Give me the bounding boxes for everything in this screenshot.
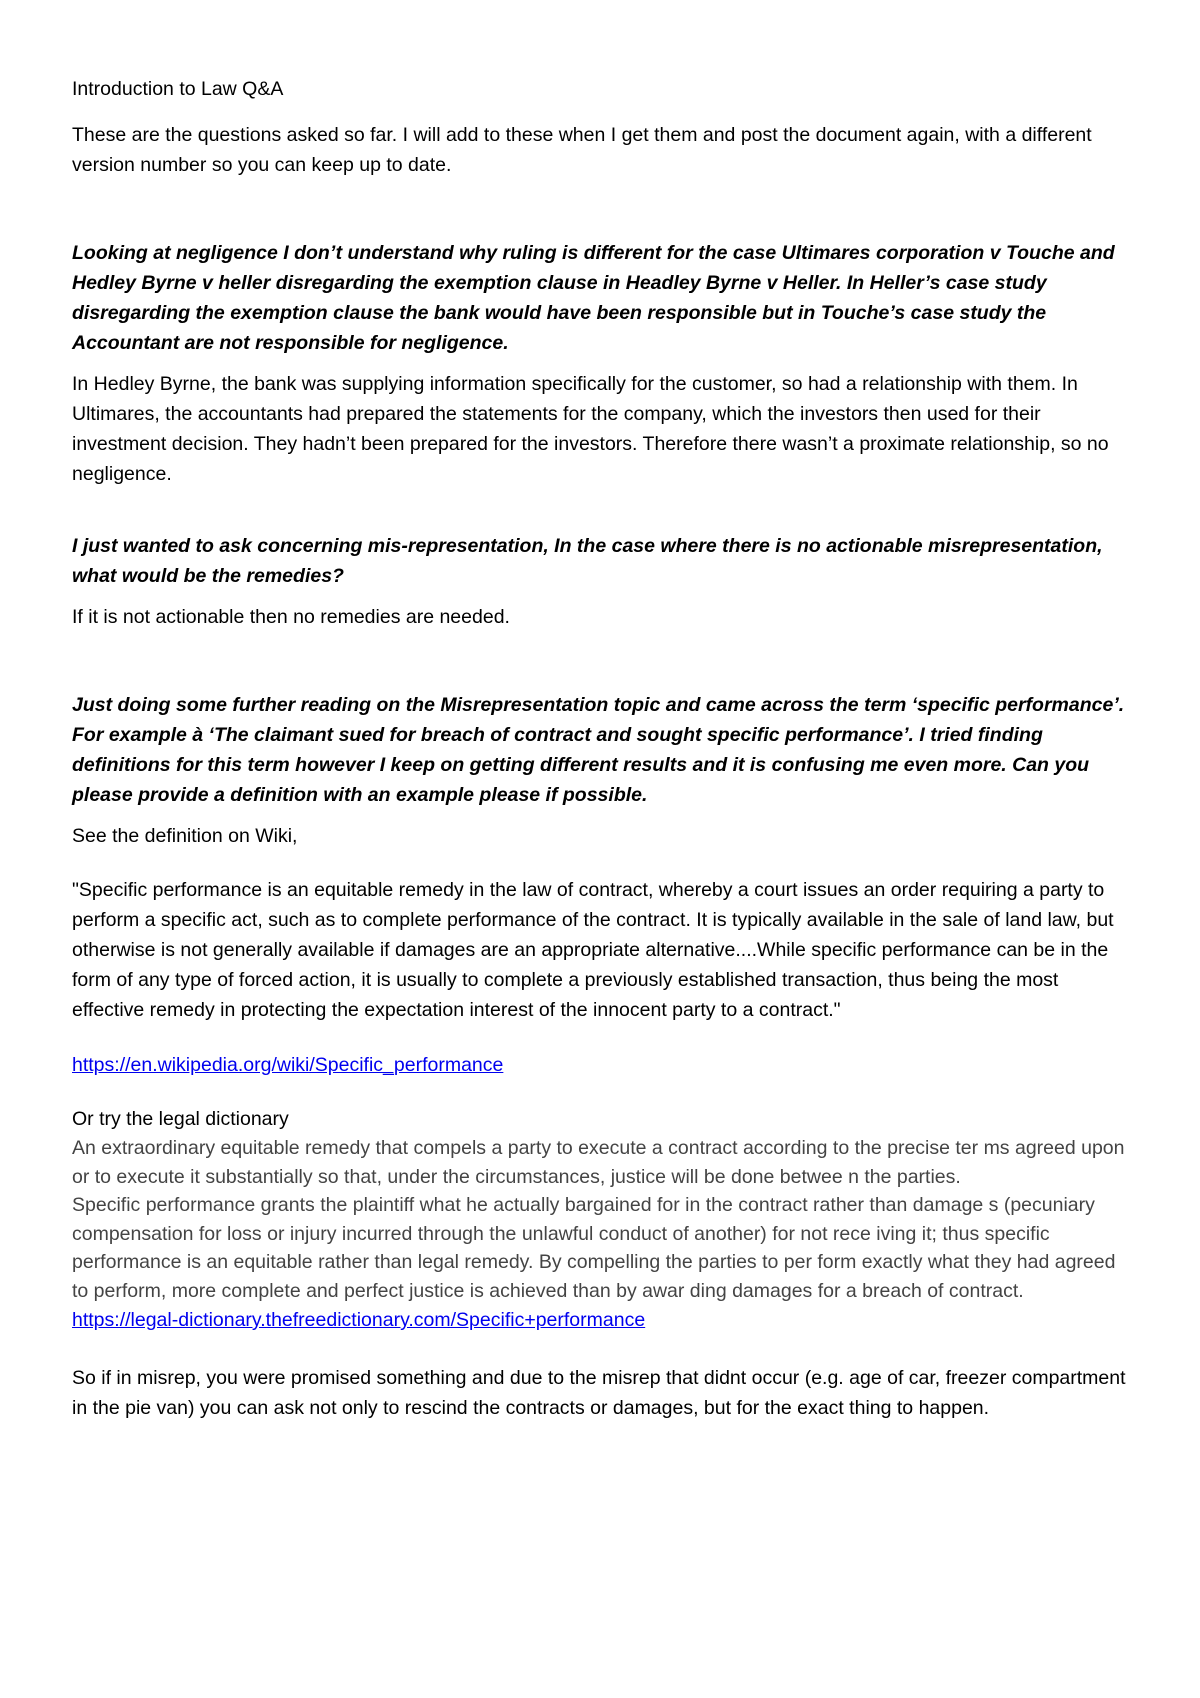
answer-2: If it is not actionable then no remedies are needed. [72,606,510,628]
answer-3-intro: See the definition on Wiki, [72,825,298,847]
conclusion-paragraph: So if in misrep, you were promised something and due to the misrep that didnt occur (e.g. age of car, freezer compartment in the pie van) you can ask not only to rescind the contracts or damages, but for the exact thing to happen. [72,1367,1126,1419]
dictionary-intro: Or try the legal dictionary [72,1108,289,1130]
question-1: Looking at negligence I don’t understand why ruling is different for the case Ultimares corporation v Touche and Hedley Byrne v heller disregarding the exemption clause in Headley Byrne v Heller. In Heller’s case study disregarding the exemption clause the bank would have been responsible but in Touche’s case study the Accountant are not responsible for negligence. [72,242,1115,354]
wiki-link[interactable]: https://en.wikipedia.org/wiki/Specific_performance [72,1054,504,1076]
question-3: Just doing some further reading on the Misrepresentation topic and came across the term ‘specific performance’. For example à ‘The claimant sued for breach of contract and sought specific performance’. I tried finding definitions for this term however I keep on getting different results and it is confusing me even more. Can you please provide a definition with an example please if possible. [72,694,1125,806]
dictionary-definition-1: An extraordinary equitable remedy that compels a party to execute a contract according to the precise ter ms agreed upon or to execute it substantially so that, under the circumstances, justice will be done betwee n the parties. [72,1137,1125,1188]
intro-paragraph: These are the questions asked so far. I will add to these when I get them and post the document again, with a different version number so you can keep up to date. [72,124,1092,176]
dictionary-link[interactable]: https://legal-dictionary.thefreedictionary.com/Specific+performance [72,1309,646,1331]
wiki-quote: "Specific performance is an equitable remedy in the law of contract, whereby a court issues an order requiring a party to perform a specific act, such as to complete performance of the contract. It is typically available in the sale of land law, but otherwise is not generally available if damages are an appropriate alternative....While specific performance can be in the form of any type of forced action, it is usually to complete a previously established transaction, thus being the most effective remedy in protecting the expectation interest of the innocent party to a contract." [72,879,1114,1021]
question-2: I just wanted to ask concerning mis-representation, In the case where there is no actionable misrepresentation, what would be the remedies? [72,535,1103,587]
document-title: Introduction to Law Q&A [72,78,284,100]
dictionary-definition-2: Specific performance grants the plaintiff what he actually bargained for in the contract rather than damage s (pecuniary compensation for loss or injury incurred through the unlawful conduct of another) for not rece iving it; thus specific performance is an equitable rather than legal remedy. By compelling the parties to per form exactly what they had agreed to perform, more complete and perfect justice is achieved than by awar ding damages for a breach of contract. [72,1194,1116,1302]
answer-1: In Hedley Byrne, the bank was supplying information specifically for the customer, so had a relationship with them. In Ultimares, the accountants had prepared the statements for the company, which the investors then used for their investment decision. They hadn’t been prepared for the investors. Therefore there wasn’t a proximate relationship, so no negligence. [72,373,1109,485]
